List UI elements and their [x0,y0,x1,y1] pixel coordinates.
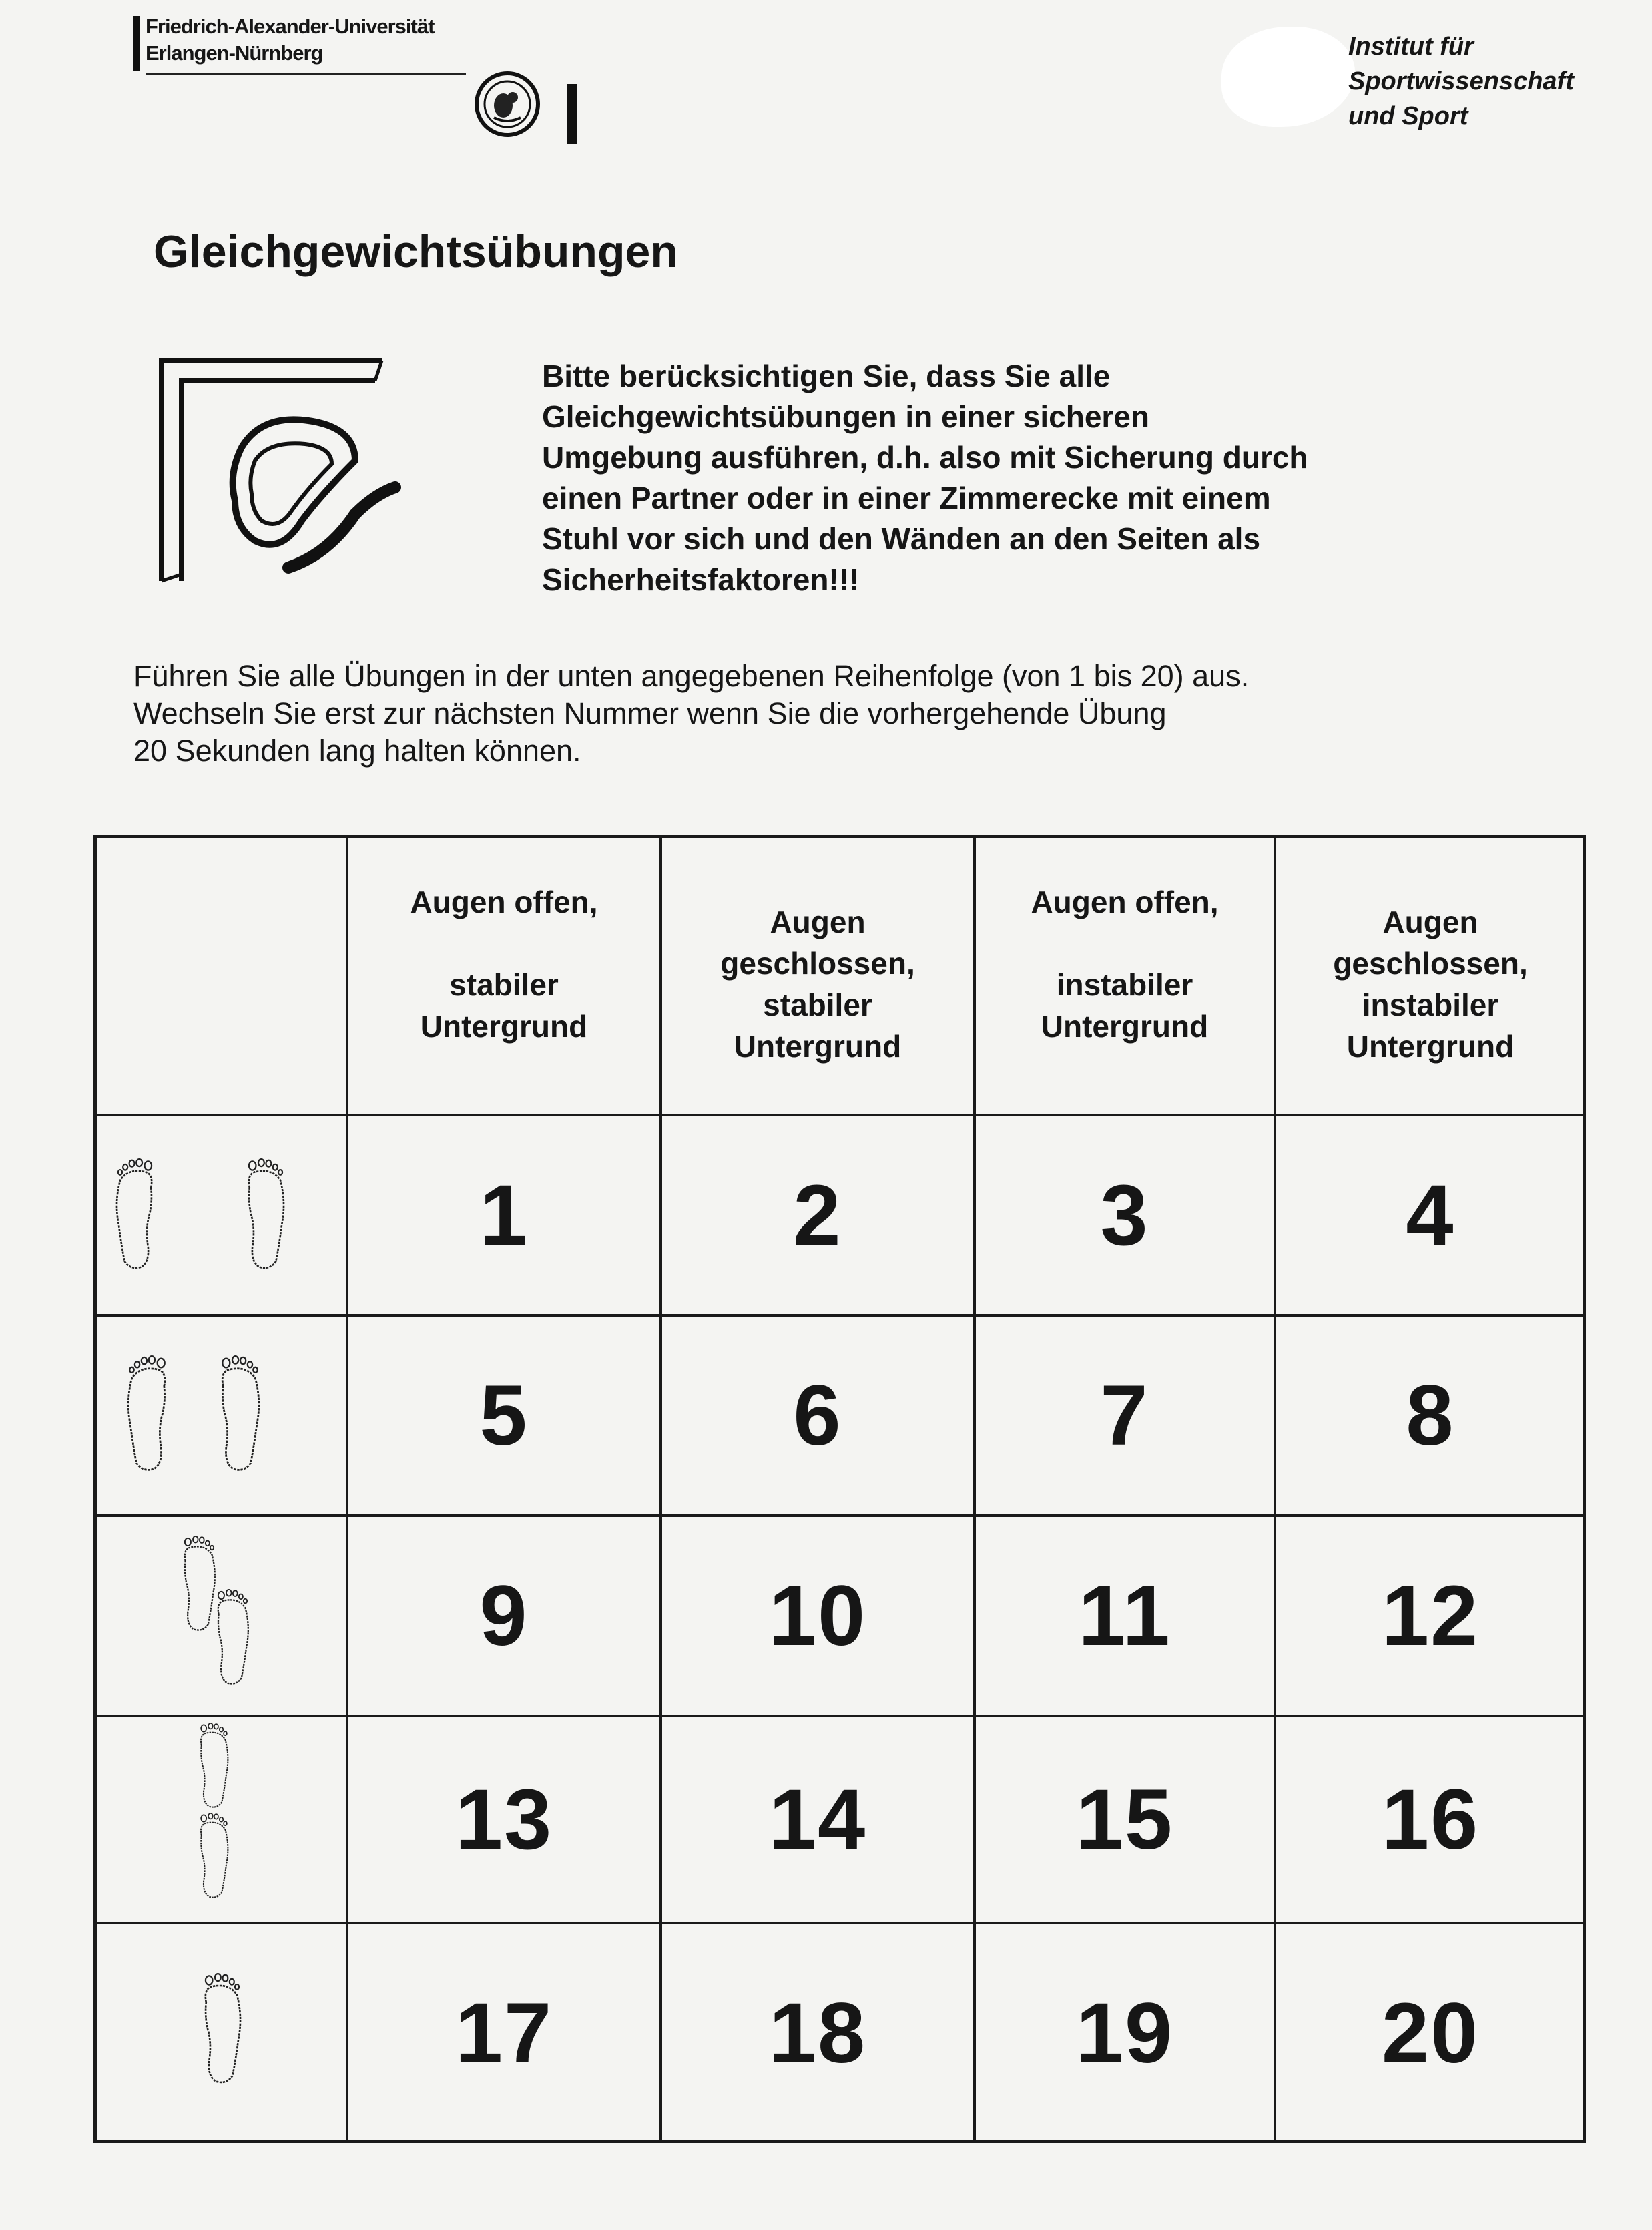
university-name-line: Friedrich-Alexander-Universität [146,15,435,38]
institute-line: und Sport [1348,102,1468,130]
column-header [975,881,1275,1082]
safety-warning [542,356,1490,600]
column-header [661,901,975,1102]
exercise-number: 18 [768,1985,867,2081]
column-header-condition: Augen geschlossen, [720,905,915,981]
feet-apart-stance-icon [93,1115,347,1315]
exercise-number: 9 [479,1568,529,1664]
redaction-smudge [1221,27,1355,127]
university-seal-icon [474,71,541,138]
column-header-surface: instabiler Untergrund [1041,967,1209,1044]
exercise-table [93,835,1586,2143]
feet-together-stance-icon [93,1315,347,1516]
institute-line: Institut für [1348,33,1474,61]
university-name-line: Erlangen-Nürnberg [146,41,323,65]
header-rule [146,73,466,75]
warning-line: Bitte berücksichtigen Sie, dass Sie alle [542,359,1111,393]
column-header [347,881,661,1082]
exercise-number: 16 [1381,1771,1480,1867]
instruction-line: Wechseln Sie erst zur nächsten Nummer wenn Sie die vorhergehende Übung [133,696,1167,730]
warning-line: Sicherheitsfaktoren!!! [542,562,860,597]
exercise-number: 7 [1100,1367,1149,1464]
column-header-surface: stabiler Untergrund [734,987,902,1064]
column-header-condition: Augen offen, [410,885,598,919]
tandem-stance-icon [93,1716,347,1923]
logo-bar [133,16,140,71]
exercise-number: 12 [1381,1568,1480,1664]
exercise-number: 8 [1406,1367,1455,1464]
warning-line: einen Partner oder in einer Zimmerecke mit einem [542,481,1271,515]
page-title: Gleichgewichtsübungen [154,226,678,277]
institute-header [1348,29,1574,134]
column-header-surface: instabiler Untergrund [1346,987,1515,1064]
exercise-number: 10 [768,1568,867,1664]
exercise-number: 15 [1075,1771,1174,1867]
exercise-number: 1 [479,1167,529,1263]
column-header-condition: Augen offen, [1031,885,1219,919]
logo-stroke [567,84,577,144]
exercise-number: 3 [1100,1167,1149,1263]
exercise-instructions [133,658,1535,770]
room-corner-chair-icon [155,354,408,588]
exercise-number: 5 [479,1367,529,1464]
exercise-number: 19 [1075,1985,1174,2081]
exercise-number: 13 [455,1771,553,1867]
exercise-number: 4 [1406,1167,1455,1263]
exercise-number: 20 [1381,1985,1480,2081]
exercise-number: 2 [793,1167,842,1263]
instruction-line: 20 Sekunden lang halten können. [133,734,581,768]
exercise-number: 6 [793,1367,842,1464]
university-name [146,13,434,67]
exercise-number: 11 [1078,1568,1171,1664]
institute-line: Sportwissenschaft [1348,67,1574,95]
exercise-number: 14 [768,1771,867,1867]
warning-line: Gleichgewichtsübungen in einer sicheren [542,399,1149,434]
warning-line: Stuhl vor sich und den Wänden an den Seiten als [542,521,1261,556]
column-header-condition: Augen geschlossen, [1333,905,1528,981]
column-header-surface: stabiler Untergrund [420,967,588,1044]
single-leg-stance-icon [93,1923,347,2143]
exercise-number: 17 [455,1985,553,2081]
instruction-line: Führen Sie alle Übungen in der unten angegebenen Reihenfolge (von 1 bis 20) aus. [133,659,1250,693]
column-header [1275,901,1586,1102]
semi-tandem-stance-icon [93,1516,347,1716]
warning-line: Umgebung ausführen, d.h. also mit Sicherung durch [542,440,1308,475]
